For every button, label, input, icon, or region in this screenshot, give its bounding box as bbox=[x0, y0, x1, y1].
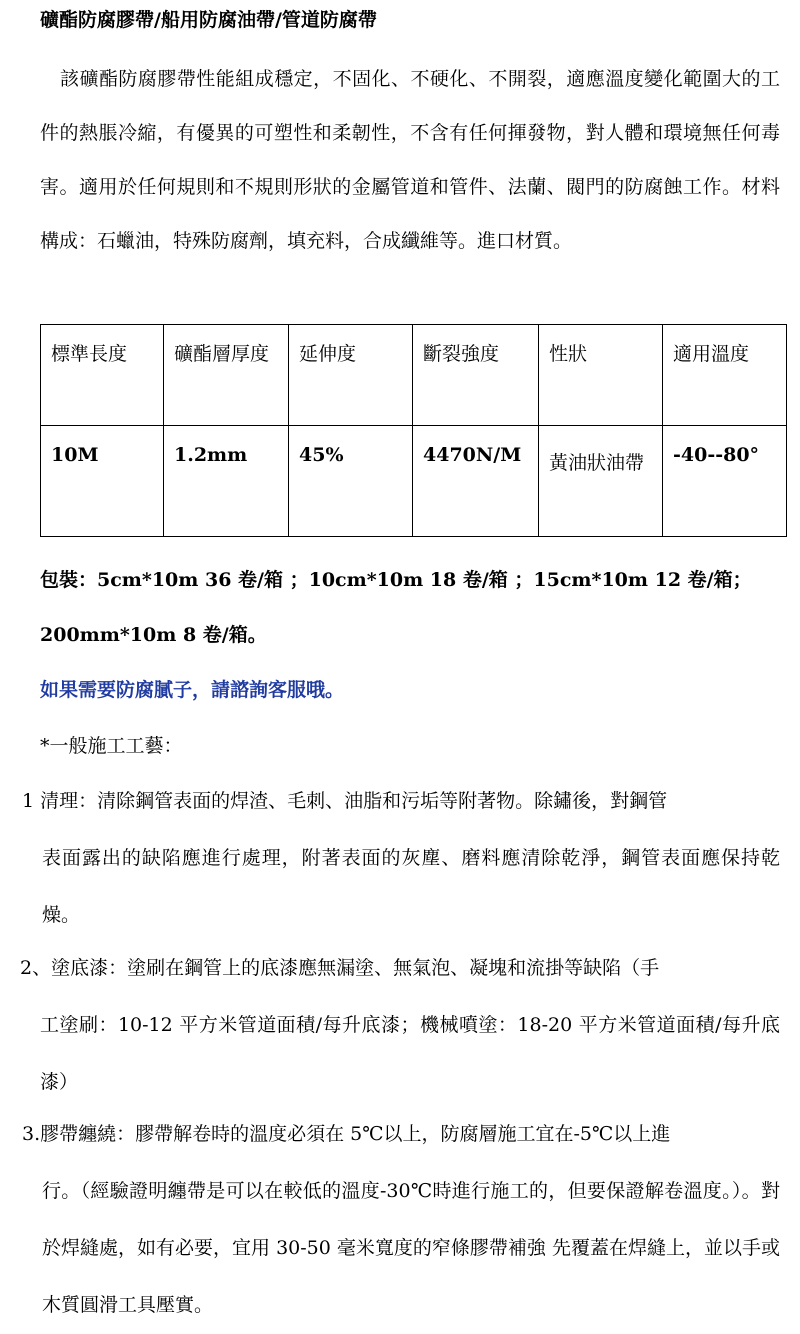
header-temperature: 適用溫度 bbox=[663, 325, 787, 426]
packaging-line-2: 200mm*10m 8 卷/箱。 bbox=[40, 624, 267, 646]
header-break-strength: 斷裂強度 bbox=[413, 325, 539, 426]
packaging-line-1: 包裝：5cm*10m 36 卷/箱 ；10cm*10m 18 卷/箱 ；15cm*10m 12 卷/箱； bbox=[40, 569, 752, 591]
step-cleaning bbox=[22, 773, 780, 944]
spec-table bbox=[40, 324, 787, 537]
header-length: 標準長度 bbox=[41, 325, 164, 426]
step-wrapping-rest: 行。（經驗證明纏帶是可以在較低的溫度-30℃時進行施工的，但要保證解卷溫度。）。對於焊縫處，如有必要，宜用 30-50 毫米寬度的窄條膠帶補強 先覆蓋在焊縫上，並以手或木質圓滑工具壓實。 bbox=[42, 1180, 780, 1316]
header-thickness: 礦酯層厚度 bbox=[164, 325, 289, 426]
step-primer-rest: 工塗刷：10-12 平方米管道面積/每升底漆；機械噴塗：18-20 平方米管道面積/每升底漆） bbox=[40, 1014, 780, 1093]
value-break-strength: 4470N/M bbox=[413, 426, 539, 537]
step-wrapping bbox=[22, 1106, 780, 1334]
value-thickness: 1.2mm bbox=[164, 426, 289, 537]
process-heading: *一般施工工藝： bbox=[40, 735, 183, 757]
contact-note: 如果需要防腐膩子，請諮詢客服哦。 bbox=[40, 679, 345, 701]
value-length: 10M bbox=[41, 426, 164, 537]
spec-table-header-row bbox=[41, 325, 787, 426]
value-temperature: -40--80° bbox=[663, 426, 787, 537]
step-cleaning-rest: 表面露出的缺陷應進行處理，附著表面的灰塵、磨料應清除乾淨，鋼管表面應保持乾燥。 bbox=[42, 847, 780, 926]
document-title: 礦酯防腐膠帶/船用防腐油帶/管道防腐帶 bbox=[40, 9, 377, 31]
step-primer-line1: 2、塗底漆：塗刷在鋼管上的底漆應無漏塗、無氣泡、凝塊和流掛等缺陷（手 bbox=[20, 957, 660, 979]
step-cleaning-line1: 1 清理：清除鋼管表面的焊渣、毛刺、油脂和污垢等附著物。除鏽後，對鋼管 bbox=[22, 790, 668, 812]
spec-table-data-row bbox=[41, 426, 787, 537]
header-elongation: 延伸度 bbox=[289, 325, 413, 426]
value-elongation: 45% bbox=[289, 426, 413, 537]
header-state: 性狀 bbox=[539, 325, 663, 426]
step-primer bbox=[20, 940, 780, 1111]
value-state: 黃油狀油帶 bbox=[539, 426, 663, 537]
intro-paragraph: 該礦酯防腐膠帶性能組成穩定，不固化、不硬化、不開裂，適應溫度變化範圍大的工件的熱脹冷縮，有優異的可塑性和柔韌性，不含有任何揮發物，對人體和環境無任何毒害。適用於任何規則和不規則形狀的金屬管道和管件、法蘭、閥門的防腐蝕工作。材料構成：石蠟油，特殊防腐劑，填充料，合成纖維等。進口材質。 bbox=[40, 68, 780, 252]
step-wrapping-line1: 3.膠帶纏繞：膠帶解卷時的溫度必須在 5℃以上，防腐層施工宜在-5℃以上進 bbox=[22, 1123, 671, 1145]
